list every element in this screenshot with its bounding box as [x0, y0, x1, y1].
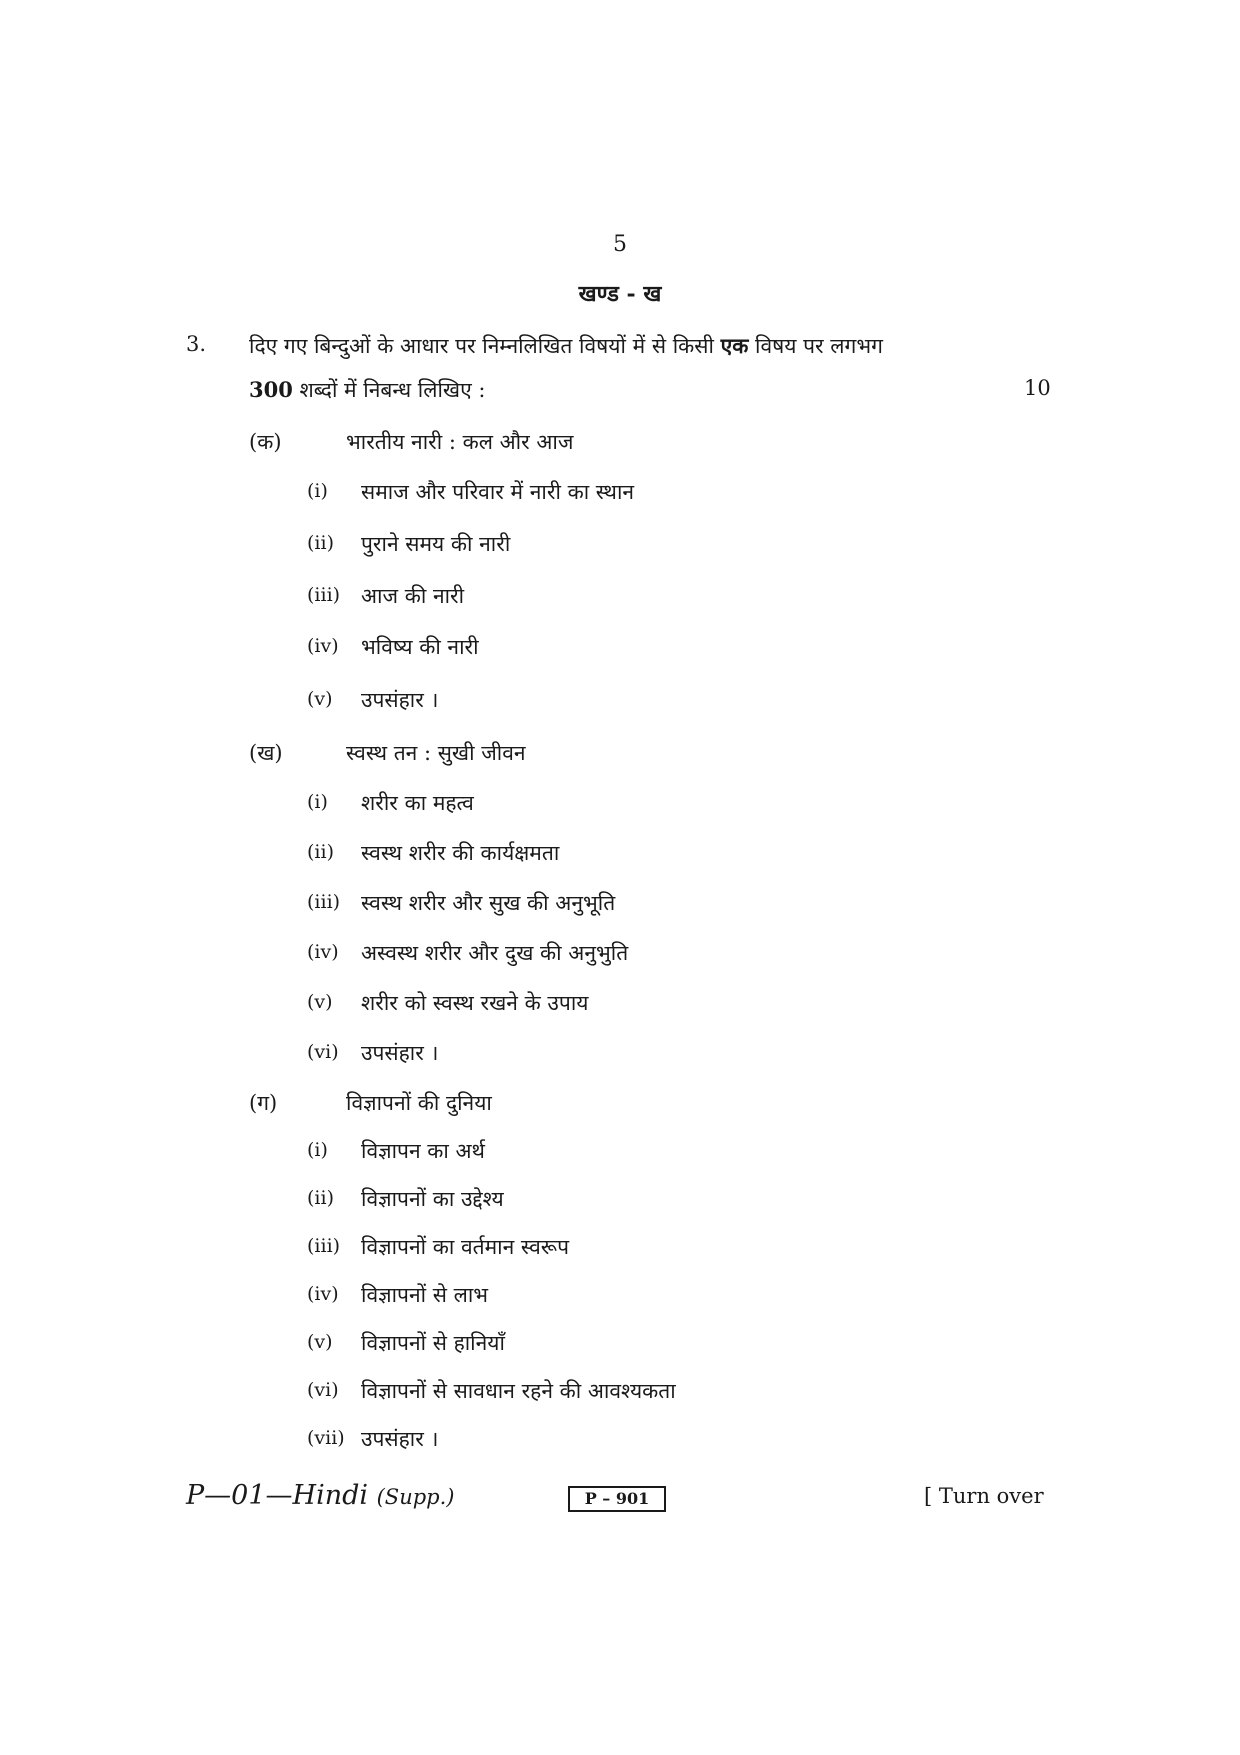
point-number: (iii)	[307, 584, 341, 606]
point-number: (i)	[307, 480, 328, 502]
footer-turn-over: [ Turn over	[924, 1484, 1044, 1508]
point-text: स्वस्थ शरीर और सुख की अनुभूति	[361, 891, 616, 915]
question-line-1-pre: दिए गए बिन्दुओं के आधार पर निम्नलिखित विषयों में से किसी	[249, 334, 721, 358]
point-text: भविष्य की नारी	[361, 635, 479, 659]
footer-code-box: P – 901	[568, 1486, 666, 1512]
question-marks: 10	[1024, 376, 1051, 400]
question-line-1-bold: एक	[720, 333, 749, 358]
point-number: (ii)	[307, 841, 334, 863]
point-number: (ii)	[307, 532, 334, 554]
point-text: उपसंहार ।	[361, 688, 439, 712]
question-line-1-post: विषय पर लगभग	[748, 334, 883, 358]
point-number: (vii)	[307, 1427, 345, 1449]
point-text: उपसंहार ।	[361, 1427, 439, 1451]
question-word-count: 300	[249, 377, 293, 402]
point-text: समाज और परिवार में नारी का स्थान	[361, 480, 635, 504]
point-number: (vi)	[307, 1041, 339, 1063]
point-number: (ii)	[307, 1187, 334, 1209]
footer-paper-code	[186, 1480, 454, 1511]
point-number: (iii)	[307, 891, 341, 913]
question-line-1	[249, 332, 883, 360]
point-text: विज्ञापनों से हानियाँ	[361, 1331, 505, 1355]
point-number: (iv)	[307, 941, 339, 963]
option-label: (ग)	[249, 1091, 278, 1115]
point-text: स्वस्थ शरीर की कार्यक्षमता	[361, 841, 560, 865]
footer-code-text: P—01—Hindi	[186, 1480, 369, 1511]
page-number: 5	[613, 232, 627, 257]
point-text: विज्ञापनों से लाभ	[361, 1283, 489, 1307]
question-line-2	[249, 376, 485, 404]
section-heading: खण्ड - ख	[578, 281, 662, 307]
question-line-2-post: शब्दों में निबन्ध लिखिए :	[292, 378, 486, 402]
point-text: शरीर का महत्व	[361, 791, 474, 815]
point-text: अस्वस्थ शरीर और दुख की अनुभुति	[361, 941, 629, 965]
option-label: (क)	[249, 430, 282, 454]
option-label: (ख)	[249, 741, 283, 765]
point-text: आज की नारी	[361, 584, 465, 608]
point-text: शरीर को स्वस्थ रखने के उपाय	[361, 991, 589, 1015]
point-number: (vi)	[307, 1379, 339, 1401]
point-number: (i)	[307, 791, 328, 813]
point-text: विज्ञापनों का वर्तमान स्वरूप	[361, 1235, 570, 1259]
point-number: (iv)	[307, 1283, 339, 1305]
point-text: पुराने समय की नारी	[361, 532, 511, 556]
point-text: विज्ञापनों से सावधान रहने की आवश्यकता	[361, 1379, 676, 1403]
point-number: (i)	[307, 1139, 328, 1161]
point-number: (v)	[307, 1331, 333, 1353]
footer-supp: (Supp.)	[376, 1485, 455, 1509]
option-title: स्वस्थ तन : सुखी जीवन	[346, 741, 526, 765]
question-number: 3.	[186, 332, 207, 356]
option-title: भारतीय नारी : कल और आज	[346, 430, 574, 454]
option-title: विज्ञापनों की दुनिया	[346, 1091, 492, 1115]
point-number: (iv)	[307, 635, 339, 657]
point-text: विज्ञापनों का उद्देश्य	[361, 1187, 504, 1211]
point-number: (iii)	[307, 1235, 341, 1257]
point-text: उपसंहार ।	[361, 1041, 439, 1065]
point-text: विज्ञापन का अर्थ	[361, 1139, 485, 1163]
point-number: (v)	[307, 991, 333, 1013]
point-number: (v)	[307, 688, 333, 710]
